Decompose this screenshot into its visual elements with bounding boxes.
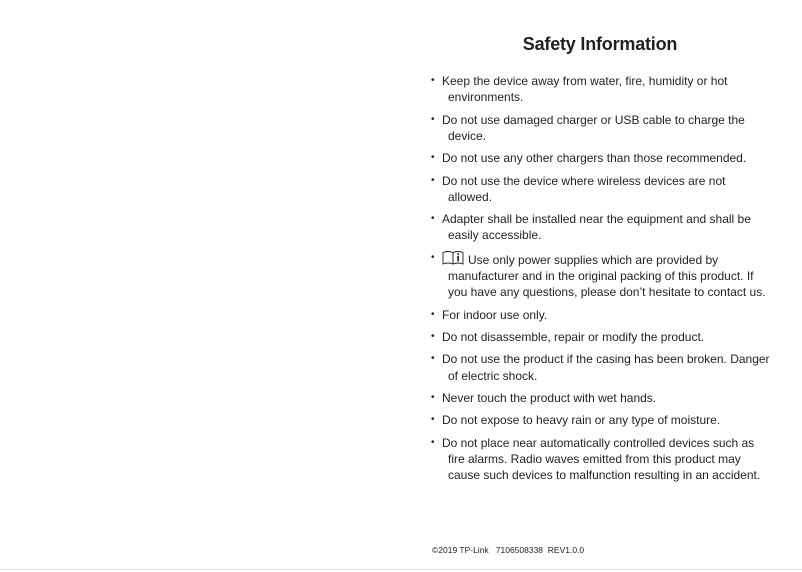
list-item bbox=[430, 211, 770, 243]
item-text: Do not use damaged charger or USB cable to charge the device. bbox=[442, 112, 745, 143]
item-text: Use only power supplies which are provided by manufacturer and in the original packing of this product. If you have any questions, please don’t hesitate to contact us. bbox=[448, 252, 766, 300]
item-text: Keep the device away from water, fire, humidity or hot environments. bbox=[442, 74, 728, 105]
bullet: • bbox=[431, 308, 435, 320]
list-item bbox=[430, 351, 770, 383]
footer-copyright: ©2019 TP-Link bbox=[432, 545, 489, 555]
list-item bbox=[430, 329, 770, 345]
item-text: Do not use the device where wireless devices are not allowed. bbox=[442, 173, 726, 204]
safety-list bbox=[430, 73, 770, 490]
bullet: • bbox=[431, 436, 435, 448]
bullet: • bbox=[431, 391, 435, 403]
item-text: Adapter shall be installed near the equipment and shall be easily accessible. bbox=[442, 212, 751, 243]
footer-revision: REV1.0.0 bbox=[547, 545, 585, 555]
bullet: • bbox=[431, 414, 435, 426]
footer-code: 7106508338 bbox=[495, 545, 544, 555]
bullet: • bbox=[431, 75, 435, 86]
item-text: Do not use any other chargers than those recommended. bbox=[442, 151, 747, 166]
list-item bbox=[430, 112, 770, 144]
list-item bbox=[430, 307, 770, 323]
item-text: For indoor use only. bbox=[442, 307, 548, 322]
page-title: Safety Information bbox=[522, 34, 678, 54]
bullet: • bbox=[431, 152, 435, 164]
item-text: Never touch the product with wet hands. bbox=[442, 390, 657, 405]
bullet: • bbox=[431, 353, 435, 365]
list-item bbox=[430, 150, 770, 166]
list-item bbox=[430, 173, 770, 205]
bullet: • bbox=[431, 330, 435, 342]
footer bbox=[432, 545, 584, 555]
bullet: • bbox=[431, 251, 435, 263]
safety-panel bbox=[430, 0, 770, 572]
list-item bbox=[430, 250, 770, 301]
list-item bbox=[430, 73, 770, 105]
instruction-manual-icon bbox=[442, 250, 464, 265]
item-text: Do not expose to heavy rain or any type of moisture. bbox=[442, 413, 721, 428]
item-text: Do not place near automatically controlled devices such as fire alarms. Radio waves emitted from this product may cause such devices to malfunction resulting in an accident. bbox=[442, 435, 761, 483]
list-item bbox=[430, 412, 770, 428]
item-text: Do not use the product if the casing has been broken. Danger of electric shock. bbox=[442, 352, 770, 383]
item-text: Do not disassemble, repair or modify the product. bbox=[442, 329, 705, 344]
list-item bbox=[430, 390, 770, 406]
bullet: • bbox=[431, 174, 435, 186]
bullet: • bbox=[431, 213, 435, 225]
bullet: • bbox=[431, 113, 435, 125]
list-item bbox=[430, 435, 770, 484]
